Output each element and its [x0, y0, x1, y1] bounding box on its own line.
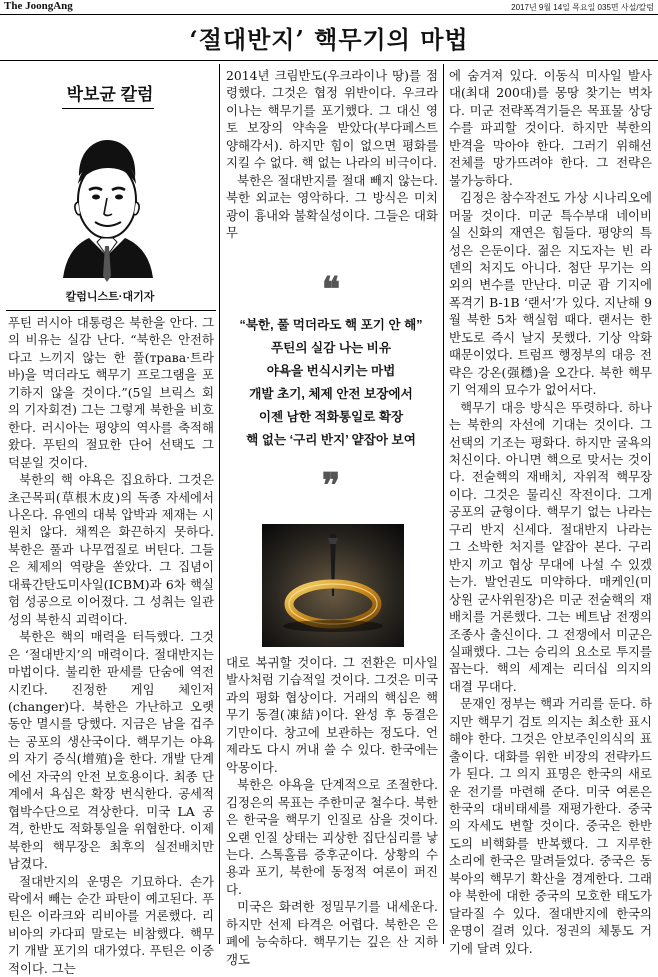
paragraph: 문재인 정부는 핵과 거리를 둔다. 하지만 핵무기 검토 의지는 최소한 표시해야 한다. 그것은 안보주인의식의 표출이다. 대화를 위한 비장의 전략카드가 된다. 그 의지 표명은 한국의 새로운 전기를 마련해 준다. 미국 여론은 한국의 대비태세를 재평가한다. 중국의 자세도 변할 것이다. 중국은 한반도의 비핵화를 반복했다. 그 지루한 소리에 한국은 말려들었다. 중국은 동북아의 핵무기 확산을 경계한다. 그래야 북한에 대한 중국의 모호한 태도가 달라질 수 있다. 절대반지에 한국의 운명이 걸려 있다. 정권의 체통도 거기에 달려 있다.	[449, 695, 652, 957]
pull-quote-line: 푸틴의 실감 나는 비유	[222, 337, 440, 360]
column-divider	[219, 64, 220, 944]
open-quote-icon: ❝	[222, 270, 440, 310]
column-divider	[443, 64, 444, 944]
pull-quote-line: 개발 초기, 체제 안전 보장에서	[222, 383, 440, 406]
pull-quote-line: 야욕을 번식시키는 마법	[222, 360, 440, 383]
golden-ring-photo	[262, 524, 404, 647]
article-headline: ‘절대반지’ 핵무기의 마법	[0, 20, 658, 55]
paragraph: 대로 복귀할 것이다. 그 전환은 미사일 발사처럼 기습적일 것이다. 그것은 미국과의 평화 협상이다. 거래의 핵심은 핵무기 동결(凍結)이다. 완성 후 동결은 기만이다. 창고에 보관하는 정도다. 언제라도 다시 꺼내 쓸 수 있다. 한국에는 악몽이다.	[226, 654, 438, 776]
column-name-underline	[62, 108, 154, 109]
column-name: 박보균 칼럼	[55, 80, 165, 105]
pull-quote-line: 핵 없는 ‘구리 반지’ 얕잡아 보여	[222, 429, 440, 452]
pull-quote-line: 이젠 남한 적화통일로 확장	[222, 406, 440, 429]
paragraph: 2014년 크림반도(우크라이나 땅)를 점령했다. 그것은 협정 위반이다. 우크라이나는 핵무기를 포기했다. 그 대신 영토 보장의 약속을 받았다(부다페스트 양해각서). 하지만 힘이 없으면 평화를 지킬 수 없다. 핵 없는 나라의 비극이다.	[226, 67, 438, 172]
paragraph: 북한은 야욕을 단계적으로 조절한다. 김정은의 목표는 주한미군 철수다. 북한은 한국을 핵무기 인질로 삼을 것이다. 오랜 인질 상태는 괴상한 집단심리를 낳는다. 스톡홀름 증후군이다. 상황의 수용과 포기, 북한에 동정적 여론이 퍼진다.	[226, 776, 438, 898]
newspaper-logo: The JoongAng	[4, 0, 73, 12]
paragraph: 북한은 핵의 매력을 터득했다. 그것은 ‘절대반지’의 매력이다. 절대반지는 마법이다. 불리한 판세를 단숨에 역전시킨다. 진정한 게임 체인저(changer)다. 북한은 가난하고 오랫동안 멸시를 당했다. 지금은 남을 겁주는 공포의 생산국이다. 핵무기는 야욕의 자기 증식(增殖)을 한다. 개발 단계에선 자국의 안전 보호용이다. 최종 단계에서 욕심은 확장 번식한다. 공세적 협박수단으로 격상한다. 미국 LA 공격, 한반도 적화통일을 위협한다. 이제 북한의 핵무장은 최후의 실전배치만 남겼다.	[8, 628, 214, 872]
paragraph: 김정은 참수작전도 가상 시나리오에 머물 것이다. 미군 특수부대 네이비 실 신화의 재연은 힘들다. 평양의 특성은 은둔이다. 젊은 지도자는 빈 라덴의 처지도 아니다. 첨단 무기는 의외의 변수를 만난다. 미군 괌 기지에 폭격기 B-1B ‘랜서’가 있다. 지난해 9월 북한 5차 핵실험 때다. 랜서는 한반도로 즉시 날지 못했다. 기상 악화 때문이었다. 트럼프 행정부의 대응 전략은 강온(强穩)을 오간다. 북한 핵무기 억제의 묘수가 없어서다.	[449, 189, 652, 398]
pull-quote-line: “북한, 풀 먹더라도 핵 포기 안 해”	[222, 314, 440, 337]
headline-divider	[0, 60, 658, 61]
paragraph: 북한은 절대반지를 절대 빼지 않는다. 북한 외교는 영악하다. 그 방식은 미치광이 흉내와 불확실성이다. 그들은 대화 무	[226, 172, 438, 242]
masthead	[0, 0, 658, 15]
article-column-2-bottom	[226, 654, 438, 942]
dateline: 2017년 9월 14일 목요일 035면 사설/칼럼	[511, 2, 654, 13]
paragraph: 북한의 핵 야욕은 집요하다. 그것은 초근목피(草根木皮)의 독종 자세에서 나온다. 유엔의 대북 압박과 제재는 시원치 않다. 채찍은 화끈하지 못하다. 북한은 풀과 나무껍질로 버틴다. 그들은 체제의 역량을 쏟았다. 그 집념이 대륙간탄도미사일(ICBM)과 6차 핵실험 성공으로 이어졌다. 그 성취는 일관성의 북한식 괴력이다.	[8, 471, 214, 628]
paragraph: 핵무기 대응 방식은 뚜렷하다. 하나는 북한의 자선에 기대는 것이다. 그 선택의 기조는 평화다. 하지만 굴욕의 처신이다. 아니면 핵으로 맞서는 것이다. 전술핵의 재배치, 자위적 핵무장이다. 그것은 물리신 작전이다. 그게 공포의 균형이다. 핵무기 없는 나라는 구리 반지 신세다. 절대반지 나라는 그 소박한 처지를 얕잡아 본다. 구리 반지 끼고 협상 무대에 나설 수 있겠는가. 발언권도 미약하다. 매케인(미 상원 군사위원장)은 미군 전술핵의 재배치를 거론했다. 그는 베트남 전쟁의 조종사 출신이다. 그 전쟁에서 미군은 실패했다. 그는 승리의 요소로 투지를 꼽는다. 핵의 세계는 리더십 의지의 대결 무대다.	[449, 399, 652, 696]
paragraph: 푸틴 러시아 대통령은 북한을 안다. 그의 비유는 실감 난다. “북한은 안전하다고 느끼지 않는 한 풀(трава·트라바)을 먹더라도 핵무기 프로그램을 포기하지 않을 것이다.”(5일 브릭스 회의 기자회견) 그는 그렇게 북한을 비호한다. 러시아는 평양의 역사를 축적해 왔다. 푸틴의 절묘한 단어 선택도 그 덕분일 것이다.	[8, 314, 214, 471]
paragraph: 절대반지의 운명은 기묘하다. 손가락에서 빼는 순간 파탄이 예고된다. 푸틴은 이라크와 리비아를 거론했다. 리비아의 카다피 말로는 비참했다. 핵무기 개발 포기의 대가였다. 푸틴은 이중적이다. 그는	[8, 873, 214, 977]
author-title: 칼럼니스트·대기자	[55, 288, 165, 304]
close-quote-icon: ❞	[222, 466, 440, 506]
paragraph: 에 숨겨져 있다. 이동식 미사일 발사대(최대 200대)를 몽땅 찾기는 벅차다. 미군 전략폭격기들은 목표물 상당수를 파괴할 것이다. 하지만 북한의 반격을 막아야 한다. 그러기 위해선 전체를 망가뜨려야 한다. 그 전략은 불가능하다.	[449, 67, 652, 189]
paragraph: 미국은 화려한 정밀무기를 내세운다. 하지만 선제 타격은 어렵다. 북한은 은폐에 능숙하다. 핵무기는 깊은 산 지하 갱도	[226, 898, 438, 968]
article-column-2-top	[226, 67, 438, 261]
article-column-1	[8, 314, 214, 942]
byline-divider	[6, 310, 216, 311]
article-column-3	[449, 67, 652, 942]
